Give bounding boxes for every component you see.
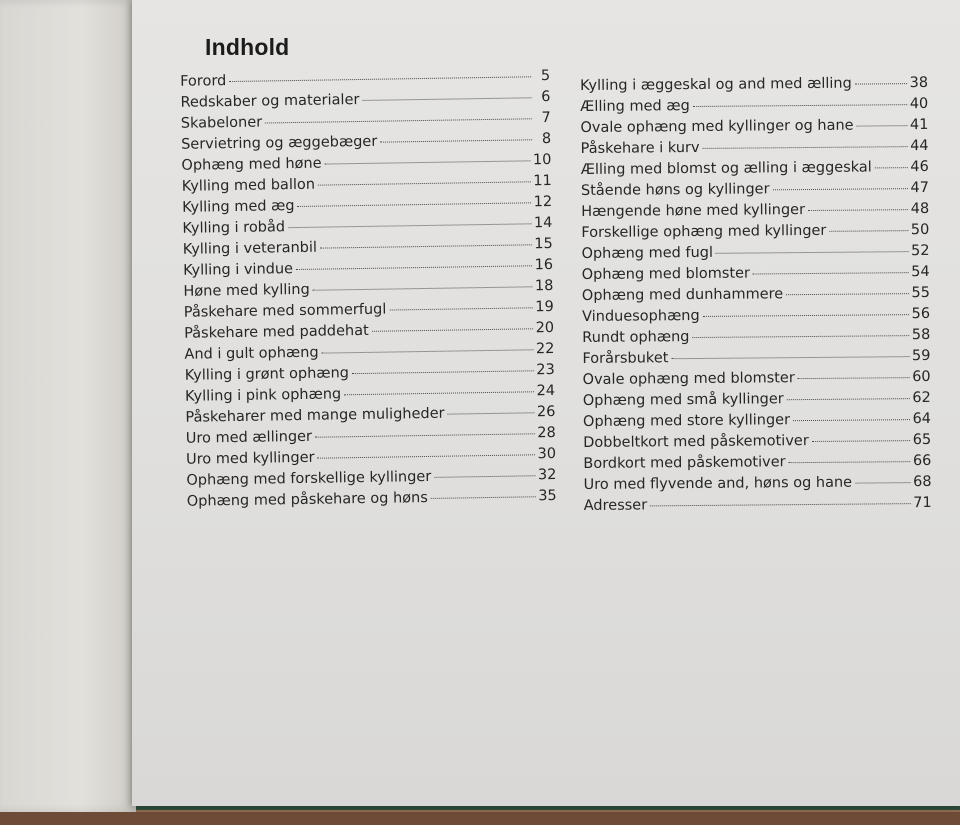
toc-entry-page-number: 50 xyxy=(910,221,930,239)
dot-leader xyxy=(315,433,534,437)
left-page xyxy=(0,0,136,812)
toc-entry-page-number: 52 xyxy=(911,242,930,260)
dot-leader xyxy=(344,391,533,395)
toc-entry-page-number: 8 xyxy=(541,130,552,148)
toc-entry-page-number: 71 xyxy=(913,494,932,512)
toc-entry-page-number: 55 xyxy=(911,284,930,302)
toc-entry-title: Kylling i robåd xyxy=(182,219,286,237)
toc-entry-title: Påskehare med paddehat xyxy=(184,322,369,342)
toc-entry-title: Påskehare med sommerfugl xyxy=(183,301,387,321)
toc-entry-page-number: 15 xyxy=(534,235,553,253)
toc-entry-page-number: 6 xyxy=(541,88,551,106)
dot-leader xyxy=(716,251,908,254)
toc-entry-title: Forårsbuket xyxy=(582,350,669,367)
toc-entry-title: Adresser xyxy=(583,497,648,514)
toc-entry-page-number: 40 xyxy=(909,95,929,113)
dot-leader xyxy=(808,209,908,211)
toc-entry-page-number: 20 xyxy=(535,319,555,337)
toc-entry xyxy=(583,369,931,393)
toc-entry-page-number: 46 xyxy=(910,158,929,176)
dot-leader xyxy=(753,272,908,274)
toc-entry-title: Forskellige ophæng med kyllinger xyxy=(581,222,827,241)
toc-entry xyxy=(583,432,931,456)
dot-leader xyxy=(265,118,532,123)
toc-entry-title: Ophæng med fugl xyxy=(581,244,714,262)
dot-leader xyxy=(298,202,531,207)
toc-entry-page-number: 48 xyxy=(910,200,930,218)
dot-leader xyxy=(671,356,909,359)
toc-entry-page-number: 65 xyxy=(912,431,932,449)
toc-entry xyxy=(582,348,930,372)
dot-leader xyxy=(650,503,910,506)
page-title: Indhold xyxy=(205,34,290,60)
dot-leader xyxy=(380,139,532,142)
toc-entry-title: Kylling med æg xyxy=(182,198,295,216)
toc-entry-page-number: 60 xyxy=(912,368,931,386)
toc-entry-title: Dobbeltkort med påskemotiver xyxy=(583,433,809,451)
toc-entry-page-number: 38 xyxy=(909,74,929,92)
toc-entry-title: Ælling med blomst og ælling i æggeskal xyxy=(580,159,872,178)
toc-entry-title: Ophæng med forskellige kyllinger xyxy=(186,468,432,489)
toc-entry-title: Uro med flyvende and, høns og hane xyxy=(583,474,853,493)
toc-entry-page-number: 62 xyxy=(912,389,931,407)
dot-leader xyxy=(318,454,535,458)
dot-leader xyxy=(434,475,535,478)
toc-entry xyxy=(580,96,928,120)
toc-entry-title: Bordkort med påskemotiver xyxy=(583,454,786,472)
toc-entry-title: Ophæng med blomster xyxy=(581,265,751,283)
toc-entry-title: Kylling i pink ophæng xyxy=(184,386,342,405)
dot-leader xyxy=(320,244,531,248)
toc-entry-page-number: 5 xyxy=(540,68,551,85)
toc-entry-title: Skabeloner xyxy=(180,114,263,132)
toc-right-column xyxy=(580,75,932,519)
dot-leader xyxy=(786,293,908,295)
toc-entry-title: Kylling i vindue xyxy=(183,261,294,279)
toc-entry-title: Hængende høne med kyllinger xyxy=(581,202,806,220)
toc-entry-title: Ovale ophæng med blomster xyxy=(582,370,795,388)
dot-leader xyxy=(352,370,533,374)
dot-leader xyxy=(855,482,910,483)
toc-entry xyxy=(581,138,929,162)
dot-leader xyxy=(703,146,908,149)
dot-leader xyxy=(787,398,910,400)
dot-leader xyxy=(229,76,531,82)
toc-entry-page-number: 41 xyxy=(909,116,929,134)
dot-leader xyxy=(389,307,532,310)
toc-entry-page-number: 12 xyxy=(533,193,553,211)
toc-entry-page-number: 59 xyxy=(911,347,931,365)
toc-entry-title: Ophæng med påskehare og høns xyxy=(186,489,428,510)
toc-entry-page-number: 23 xyxy=(536,361,555,379)
toc-entry-page-number: 54 xyxy=(911,263,930,281)
dot-leader xyxy=(362,97,531,101)
toc-entry-title: Redskaber og materialer xyxy=(180,91,360,111)
dot-leader xyxy=(296,265,532,270)
dot-leader xyxy=(322,349,533,353)
toc-entry-title: Ophæng med store kyllinger xyxy=(582,412,791,430)
toc-entry-page-number: 44 xyxy=(910,137,929,155)
toc-entry-title: Ophæng med små kyllinger xyxy=(582,391,784,409)
dot-leader xyxy=(798,377,909,379)
dot-leader xyxy=(793,419,910,421)
dot-leader xyxy=(829,230,908,232)
toc-entry xyxy=(582,327,930,351)
dot-leader xyxy=(288,223,531,228)
toc-entry-title: Kylling i veteranbil xyxy=(182,239,318,258)
toc-entry-page-number: 24 xyxy=(536,382,556,400)
toc-entry-title: Kylling i æggeskal og and med ælling xyxy=(580,75,852,94)
toc-entry xyxy=(583,411,931,435)
dot-leader xyxy=(693,104,907,107)
toc-entry-page-number: 47 xyxy=(910,179,930,197)
dot-leader xyxy=(773,188,908,190)
toc-entry-title: Kylling i grønt ophæng xyxy=(184,365,350,384)
toc-entry-page-number: 35 xyxy=(538,487,557,505)
toc-entry-page-number: 18 xyxy=(534,277,554,295)
toc-entry-page-number: 56 xyxy=(911,305,931,323)
toc-entry-page-number: 66 xyxy=(912,452,932,470)
toc-entry-page-number: 30 xyxy=(537,445,557,463)
toc-entry-page-number: 7 xyxy=(541,109,551,127)
toc-entry-page-number: 11 xyxy=(533,172,552,190)
dot-leader xyxy=(318,181,530,185)
book-page-edge xyxy=(0,812,960,825)
toc-entry xyxy=(583,474,931,498)
dot-leader xyxy=(372,328,533,332)
toc-entry-title: Ophæng med høne xyxy=(181,155,322,174)
toc-entry-page-number: 68 xyxy=(913,473,932,491)
toc-entry-page-number: 14 xyxy=(533,214,553,232)
toc-entry xyxy=(581,222,929,246)
toc-entry-title: Kylling med ballon xyxy=(181,176,316,195)
toc-entry-title: Ophæng med dunhammere xyxy=(581,286,784,304)
toc-entry-page-number: 28 xyxy=(537,424,556,442)
toc-entry-title: Stående høns og kyllinger xyxy=(580,181,770,199)
toc-entry-page-number: 64 xyxy=(912,410,932,428)
toc-entry xyxy=(582,285,930,309)
dot-leader xyxy=(325,160,530,164)
toc-entry-title: Vinduesophæng xyxy=(582,307,700,325)
toc-entry-title: Ælling med æg xyxy=(580,98,690,115)
dot-leader xyxy=(313,286,532,290)
dot-leader xyxy=(789,461,910,463)
toc-entry-title: Uro med kyllinger xyxy=(185,449,315,468)
toc-entry xyxy=(584,495,932,519)
toc-entry xyxy=(581,180,929,204)
toc-entry xyxy=(583,390,931,414)
toc-entry-page-number: 58 xyxy=(911,326,931,344)
toc-left-column xyxy=(180,68,557,515)
toc-entry xyxy=(580,117,928,141)
toc-entry xyxy=(581,159,929,183)
dot-leader xyxy=(875,167,908,168)
toc-entry-title: Ovale ophæng med kyllinger og hane xyxy=(580,117,854,136)
toc-entry-page-number: 10 xyxy=(532,151,552,169)
dot-leader xyxy=(431,496,535,499)
toc-entry xyxy=(583,453,931,477)
toc-entry-title: And i gult ophæng xyxy=(184,344,319,363)
toc-entry-page-number: 22 xyxy=(535,340,555,358)
toc-entry xyxy=(582,306,930,330)
toc-entry xyxy=(582,264,930,288)
toc-entry-title: Servietring og æggebæger xyxy=(181,133,378,153)
dot-leader xyxy=(857,125,907,126)
toc-entry xyxy=(581,243,929,267)
toc-entry-title: Påskeharer med mange muligheder xyxy=(185,405,445,426)
toc-entry-title: Påskehare i kurv xyxy=(580,139,700,157)
dot-leader xyxy=(448,412,534,414)
toc-entry xyxy=(580,75,928,99)
toc-entry-title: Høne med kylling xyxy=(183,281,310,300)
toc-entry-title: Rundt ophæng xyxy=(582,329,690,346)
toc-entry-page-number: 32 xyxy=(537,466,557,484)
toc-entry-page-number: 19 xyxy=(535,298,554,316)
toc-entry-title: Uro med ællinger xyxy=(185,428,313,447)
toc-entry-page-number: 26 xyxy=(536,403,556,421)
toc-entry xyxy=(581,201,929,225)
dot-leader xyxy=(692,335,908,338)
toc-entry-title: Forord xyxy=(180,73,227,90)
dot-leader xyxy=(703,314,909,317)
dot-leader xyxy=(812,440,910,442)
dot-leader xyxy=(855,83,907,84)
toc-entry-page-number: 16 xyxy=(534,256,554,274)
